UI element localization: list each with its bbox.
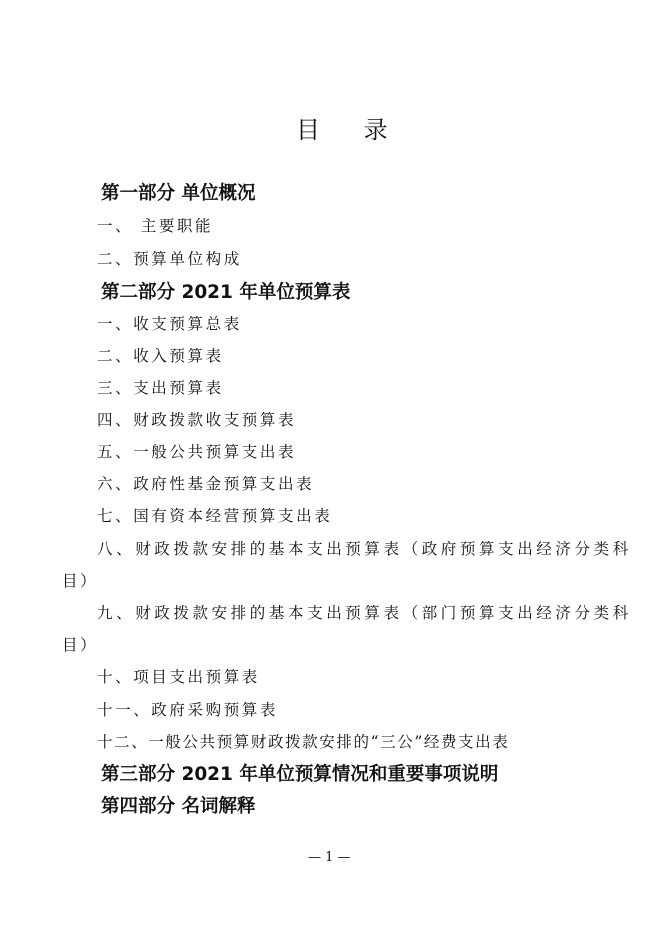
toc-part-1[interactable]: 第一部分 单位概况 (101, 183, 256, 204)
toc-item-continuation[interactable]: 目） (62, 636, 99, 654)
toc-item[interactable]: 二、预算单位构成 (97, 250, 242, 268)
toc-item[interactable]: 八、财政拨款安排的基本支出预算表（政府预算支出经济分类科 (97, 540, 632, 558)
toc-item[interactable]: 三、支出预算表 (97, 379, 224, 397)
page-number: — 1 — (308, 850, 351, 865)
toc-item[interactable]: 四、财政拨款收支预算表 (97, 411, 297, 429)
toc-part-3[interactable]: 第三部分 2021 年单位预算情况和重要事项说明 (101, 764, 499, 785)
toc-item[interactable]: 十一、政府采购预算表 (97, 701, 279, 719)
toc-part-4[interactable]: 第四部分 名词解释 (101, 796, 256, 817)
toc-item[interactable]: 一、收支预算总表 (97, 315, 242, 333)
toc-item[interactable]: 一、 主要职能 (97, 217, 214, 235)
toc-part-2[interactable]: 第二部分 2021 年单位预算表 (101, 282, 351, 303)
toc-item[interactable]: 十二、一般公共预算财政拨款安排的“三公”经费支出表 (97, 733, 510, 751)
toc-item[interactable]: 六、政府性基金预算支出表 (97, 475, 315, 493)
toc-item[interactable]: 七、国有资本经营预算支出表 (97, 507, 333, 525)
toc-item[interactable]: 十、项目支出预算表 (97, 668, 260, 686)
toc-item[interactable]: 九、财政拨款安排的基本支出预算表（部门预算支出经济分类科 (97, 604, 632, 622)
toc-item[interactable]: 二、收入预算表 (97, 347, 224, 365)
toc-item[interactable]: 五、一般公共预算支出表 (97, 443, 297, 461)
toc-title: 目 录 (296, 116, 406, 144)
toc-item-continuation[interactable]: 目） (62, 572, 99, 590)
